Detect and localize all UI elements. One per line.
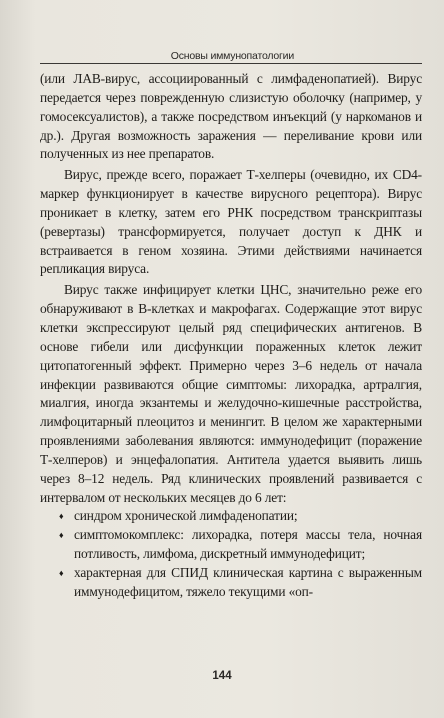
paragraph-2: Вирус, прежде всего, поражает Т-хелперы (очевидно, их CD4-маркер функционирует в качестве вирусного рецептора). Вирус проникает в клетку, затем его РНК посредством транскриптазы (ревертазы) трансформируется, получает доступ к ДНК и встраивается в геном хозяина. Этими действиями начинается репликация вируса. <box>40 167 422 277</box>
page-number: 144 <box>212 670 232 682</box>
paragraph-3: Вирус также инфицирует клетки ЦНС, значительно реже его обнаруживают в В-клетках и макрофагах. Содержащие этот вирус клетки экспрессируют целый ряд специфических антигенов. В основе гибели или дисфункции пораженных клеток лежит цитопатогенный эффект. Примерно через 3–6 недель от начала инфекции развиваются общие симптомы: лихорадка, артралгия, миалгия, иногда экзантемы и желудочно-кишечные расстройства, лимфоцитарный плеоцитоз и менингит. В целом же характерными проявлениями заболевания являются: иммунодефицит (поражение Т-хелперов) и энцефалопатия. Антитела удается выявить лишь через 8–12 недель. Ряд клинических проявлений развивается с интервалом от нескольких месяцев до 6 лет: <box>40 282 422 505</box>
list-item <box>40 526 422 564</box>
list-item <box>40 564 422 602</box>
diamond-bullet-icon: ♦ <box>59 567 64 578</box>
body-text <box>40 70 422 602</box>
list-item-text: симптомокомплекс: лихорадка, потеря массы тела, ночная потливость, лимфома, дискретный иммунодефицит; <box>74 527 422 562</box>
paragraph-1: (или ЛАВ-вирус, ассоциированный с лимфаденопатией). Вирус передается через поврежденную слизистую оболочку (например, у гомосексуалистов), а также посредством инъекций (у наркоманов и др.). Другая возможность заражения — переливание крови или полученных из нее препаратов. <box>40 71 422 162</box>
list-item-text: характерная для СПИД клиническая картина с выраженным иммунодефицитом, тяжело текущими «оп- <box>74 564 422 599</box>
running-header <box>40 47 422 64</box>
symptom-list <box>40 507 422 601</box>
list-item <box>40 507 422 526</box>
list-item-text: синдром хронической лимфаденопатии; <box>74 508 298 524</box>
diamond-bullet-icon: ♦ <box>59 511 64 522</box>
diamond-bullet-icon: ♦ <box>59 530 64 541</box>
header-title: Основы иммунопатологии <box>170 50 294 62</box>
